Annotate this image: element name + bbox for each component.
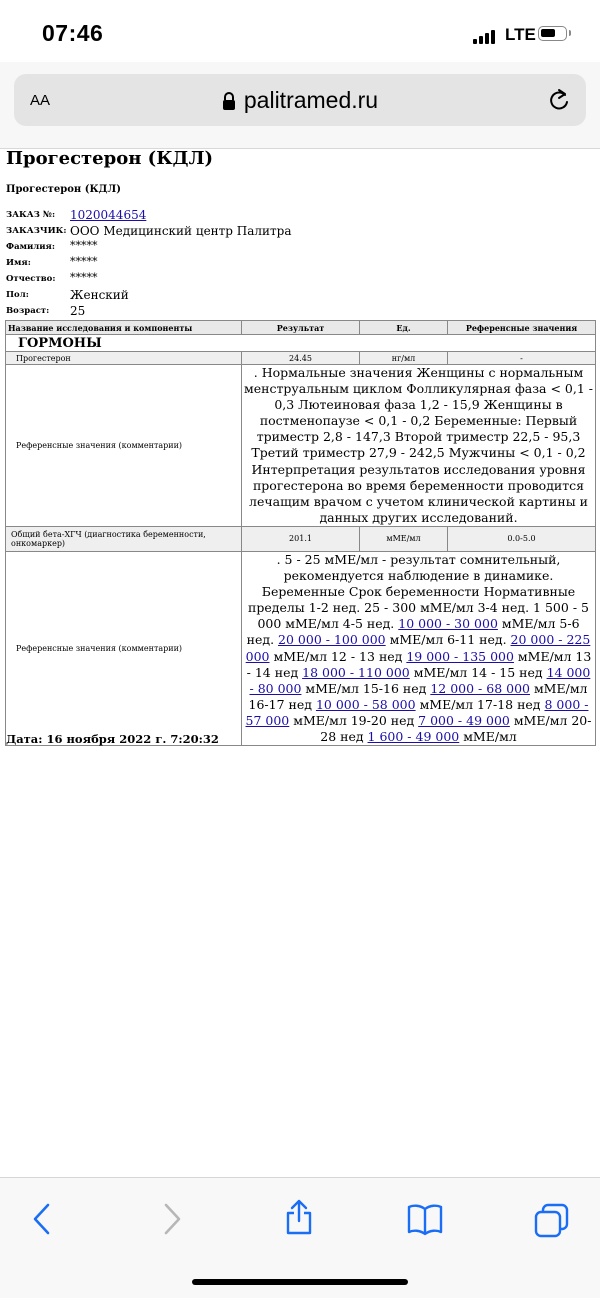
range-link[interactable]: 10 000 - 58 000 — [315, 696, 416, 712]
back-icon[interactable] — [30, 1202, 54, 1236]
address-bar[interactable] — [14, 74, 586, 126]
network-type: LTE — [505, 25, 536, 44]
range-link[interactable]: 14 000 - 80 000 — [249, 664, 591, 696]
domain-text: palitramed.ru — [243, 87, 379, 113]
comment-text: мМЕ/мл 12 - 13 нед — [269, 648, 407, 664]
test-result: 201.1 — [242, 526, 360, 551]
url-display[interactable] — [14, 87, 586, 114]
info-label: Фамилия: — [6, 242, 55, 252]
table-header: Результат — [242, 321, 360, 335]
test-reference: 0.0-5.0 — [448, 526, 596, 551]
info-label: Возраст: — [6, 306, 50, 316]
browser-top-bar — [0, 62, 600, 149]
table-header-row — [6, 321, 596, 335]
comment-text: мМЕ/мл 5-6 нед. — [246, 616, 580, 648]
hcg-comment — [242, 551, 596, 745]
info-value: ***** — [70, 239, 98, 252]
range-link[interactable]: 19 000 - 135 000 — [406, 648, 514, 664]
info-label: Отчество: — [6, 274, 56, 284]
test-result: 24.45 — [242, 352, 360, 365]
lock-icon — [222, 92, 236, 110]
battery-icon — [538, 26, 567, 41]
table-header: Ед. — [360, 321, 448, 335]
info-label: Пол: — [6, 290, 29, 300]
report-date: Дата: 16 ноября 2022 г. 7:20:32 — [6, 732, 219, 746]
signal-icon — [473, 30, 497, 44]
comment-text: мМЕ/мл 14 - 15 нед — [409, 664, 547, 680]
forward-icon[interactable] — [160, 1202, 184, 1236]
reference-label: Референсные значения (комментарии) — [6, 365, 242, 527]
info-label: ЗАКАЗЧИК: — [6, 226, 67, 236]
page-title: Прогестерон (КДЛ) — [6, 148, 213, 169]
range-link[interactable]: 18 000 - 110 000 — [302, 664, 410, 680]
range-link[interactable]: 8 000 - 57 000 — [245, 696, 589, 728]
range-link[interactable]: 1 600 - 49 000 — [367, 728, 460, 744]
aa-label: AA — [30, 92, 51, 109]
table-header: Референсные значения — [448, 321, 596, 335]
status-bar — [0, 0, 600, 70]
group-title: ГОРМОНЫ — [6, 335, 596, 352]
reference-comment-row — [6, 551, 596, 745]
comment-text: . 5 - 25 мМЕ/мл - результат сомнительный, рекомендуется наблюдение в динамике. Беременные Срок беременности Нормативные пределы 1-2 нед. 25 - 300 мМЕ/мл 3-4 нед. 1 500 - 5 000 мМЕ/мл 4-5 нед. — [248, 551, 589, 632]
comment-text: мМЕ/мл 15-16 нед — [301, 680, 431, 696]
test-name: Прогестерон — [6, 352, 242, 365]
table-header: Название исследования и компоненты — [6, 321, 242, 335]
reference-comment-row — [6, 365, 596, 527]
tabs-icon[interactable] — [533, 1202, 571, 1238]
range-link[interactable]: 7 000 - 49 000 — [418, 712, 510, 728]
bookmarks-icon[interactable] — [406, 1202, 444, 1236]
range-link[interactable]: 20 000 - 100 000 — [278, 632, 386, 648]
info-value: ***** — [70, 255, 98, 268]
comment-text: мМЕ/мл 16-17 нед — [248, 680, 588, 712]
info-value: ООО Медицинский центр Палитра — [70, 224, 292, 238]
comment-text: мМЕ/мл 19-20 нед — [289, 712, 419, 728]
home-indicator — [192, 1279, 408, 1285]
table-row — [6, 352, 596, 365]
test-unit: мМЕ/мл — [360, 526, 448, 551]
page-subtitle: Прогестерон (КДЛ) — [6, 184, 121, 195]
comment-text: мМЕ/мл — [459, 728, 517, 744]
reload-icon[interactable] — [548, 88, 570, 112]
test-name: Общий бета-ХГЧ (диагностика беременности, онкомаркер) — [6, 526, 242, 551]
status-time: 07:46 — [42, 20, 104, 46]
reference-label: Референсные значения (комментарии) — [6, 551, 242, 745]
comment-text: мМЕ/мл 17-18 нед — [415, 696, 545, 712]
info-label: ЗАКАЗ №: — [6, 210, 56, 220]
info-value: 25 — [70, 304, 86, 318]
comment-text: мМЕ/мл 20-28 нед — [320, 712, 592, 744]
test-unit: нг/мл — [360, 352, 448, 365]
test-reference: - — [448, 352, 596, 365]
info-value: Женский — [70, 288, 129, 302]
progesterone-comment: . Нормальные значения Женщины с нормальным менструальным циклом Фолликулярная фаза < 0,1 - 0,3 Лютеиновая фаза 1,2 - 15,9 Женщины в постменопаузе < 0,1 - 0,2 Беременные: Первый триместр 2,8 - 147,3 Второй триместр 22,5 - 95,3 Третий триместр 27,9 - 242,5 Мужчины < 0,1 - 0,2 Интерпретация результатов исследования уровня прогестерона во время беременности проводится лечащим врачом с учетом клинической картины и данных других исследований. — [242, 365, 596, 527]
range-link[interactable]: 20 000 - 225 000 — [245, 632, 591, 664]
order-number-link[interactable]: 1020044654 — [70, 208, 147, 222]
results-table — [5, 320, 596, 746]
range-link[interactable]: 10 000 - 30 000 — [398, 616, 498, 632]
comment-text: мМЕ/мл 6-11 нед. — [385, 632, 511, 648]
group-row — [6, 335, 596, 352]
comment-text: мМЕ/мл 13 - 14 нед — [246, 648, 592, 680]
range-link[interactable]: 12 000 - 68 000 — [430, 680, 530, 696]
table-row — [6, 526, 596, 551]
info-label: Имя: — [6, 258, 31, 268]
share-icon[interactable] — [283, 1198, 315, 1236]
info-value: ***** — [70, 271, 98, 284]
